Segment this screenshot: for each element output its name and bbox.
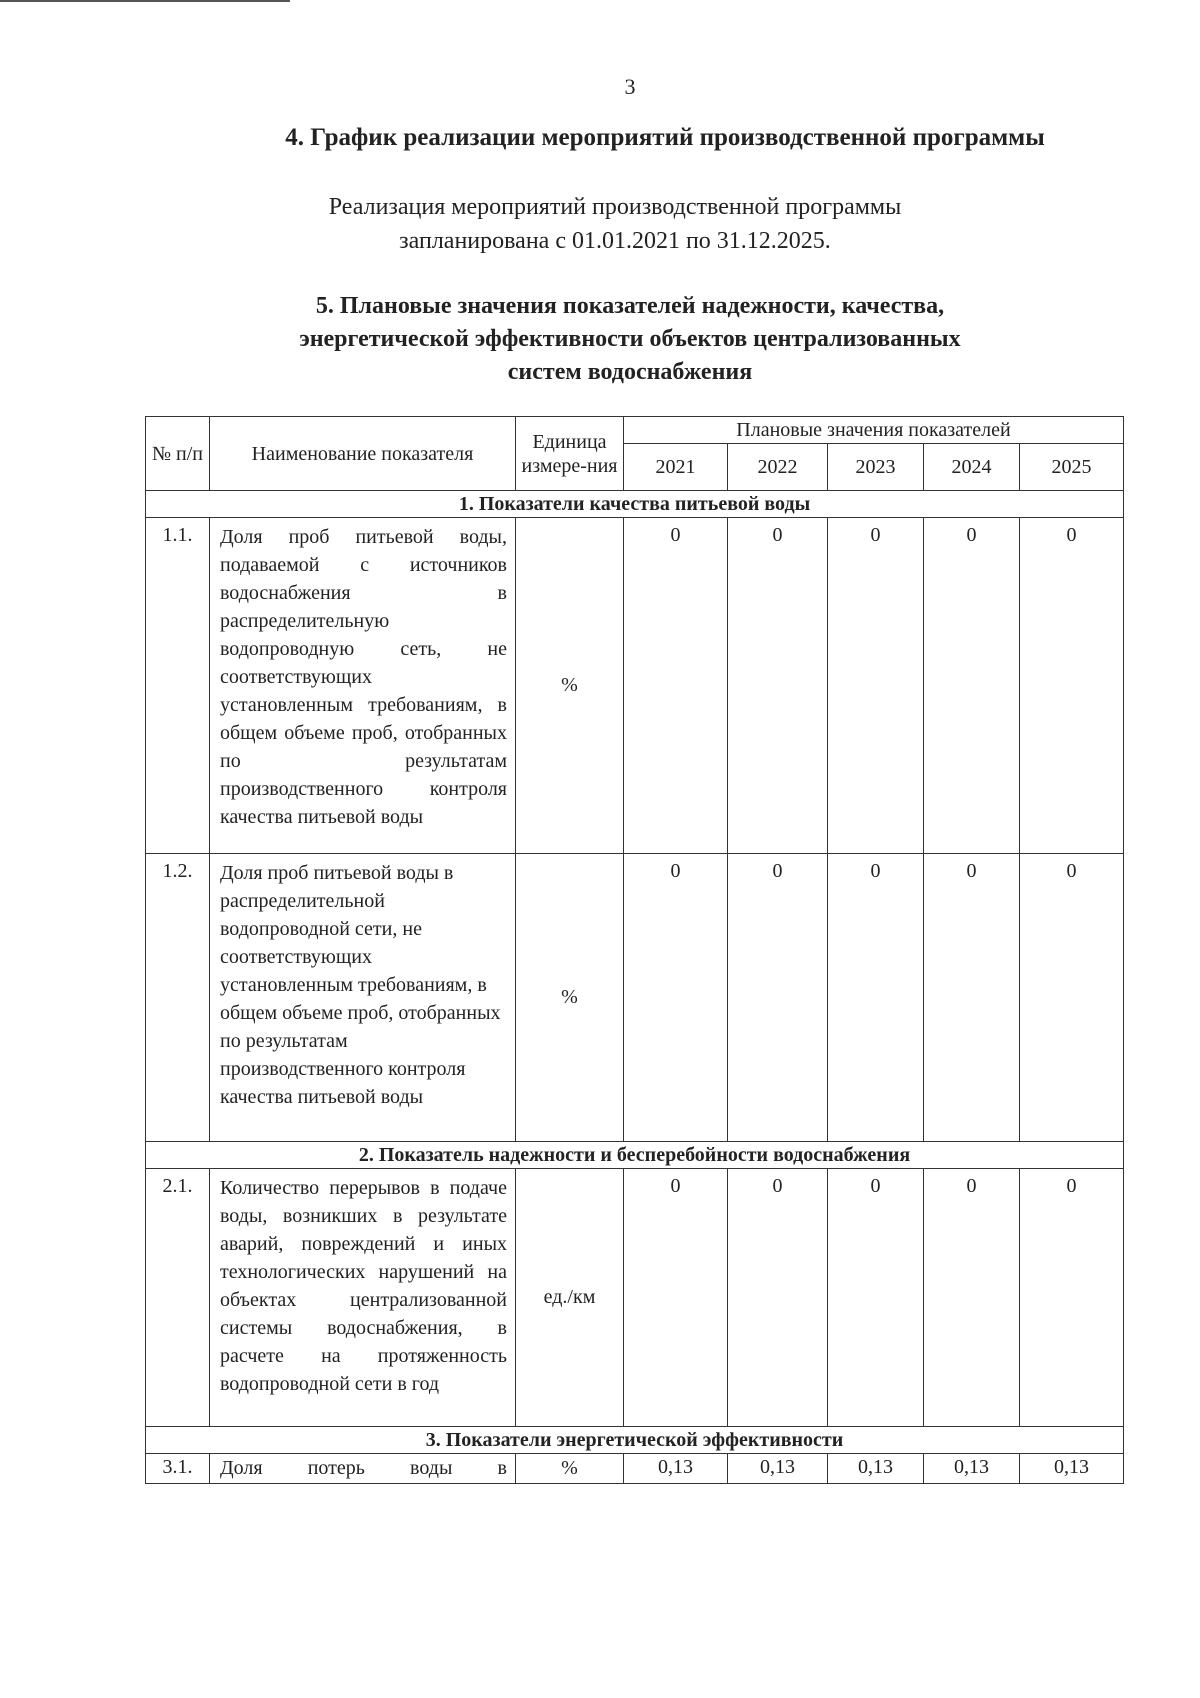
row-value: 0 <box>924 518 1020 854</box>
row-value: 0 <box>624 518 728 854</box>
row-unit: ед./км <box>516 1169 624 1427</box>
header-name: Наименование показателя <box>210 417 516 491</box>
section-row <box>146 1142 1124 1169</box>
row-value: 0 <box>624 1169 728 1427</box>
row-value: 0 <box>924 1169 1020 1427</box>
row-num: 3.1. <box>146 1454 210 1484</box>
table-row <box>146 1454 1124 1484</box>
row-value: 0 <box>728 1169 828 1427</box>
row-value: 0 <box>828 1169 924 1427</box>
header-year: 2021 <box>624 444 728 491</box>
row-value: 0,13 <box>1020 1454 1124 1484</box>
row-value: 0 <box>1020 1169 1124 1427</box>
row-value: 0 <box>1020 518 1124 854</box>
section-5-heading-line1: 5. Плановые значения показателей надежности, качества, <box>315 293 945 319</box>
row-value: 0,13 <box>728 1454 828 1484</box>
header-year: 2022 <box>728 444 828 491</box>
row-value: 0,13 <box>624 1454 728 1484</box>
row-num: 1.1. <box>146 518 210 854</box>
row-unit: % <box>516 518 624 854</box>
row-unit: % <box>516 1454 624 1484</box>
row-num: 1.2. <box>146 854 210 1142</box>
row-unit: % <box>516 854 624 1142</box>
row-value: 0,13 <box>924 1454 1020 1484</box>
indicators-table-body <box>146 417 1124 1484</box>
section-4-text <box>0 190 1200 258</box>
row-name: Доля проб питьевой воды в распределительной водопроводной сети, не соответствующих установленным требованиям, в общем объеме проб, отобранных по результатам производственного контроля качества питьевой воды <box>210 854 516 1142</box>
row-num: 2.1. <box>146 1169 210 1427</box>
section-5-heading <box>0 290 1200 389</box>
row-name: Доля проб питьевой воды, подаваемой с источников водоснабжения в распределительную водопроводную сеть, не соответствующих установленным требованиям, в общем объеме проб, отобранных по результатам производственного контроля качества питьевой воды <box>210 518 516 854</box>
section-4-heading: 4. График реализации мероприятий производственной программы <box>285 124 1045 151</box>
section-title: 2. Показатель надежности и бесперебойности водоснабжения <box>146 1142 1124 1169</box>
header-year: 2023 <box>828 444 924 491</box>
header-year: 2024 <box>924 444 1020 491</box>
header-year: 2025 <box>1020 444 1124 491</box>
row-value: 0 <box>924 854 1020 1142</box>
table-row <box>146 518 1124 854</box>
page-number: 3 <box>624 74 636 99</box>
section-4-text-line1: Реализация мероприятий производственной программы <box>328 194 902 220</box>
header-num: № п/п <box>146 417 210 491</box>
row-value: 0 <box>828 854 924 1142</box>
row-value: 0,13 <box>828 1454 924 1484</box>
section-title: 3. Показатели энергетической эффективности <box>146 1427 1124 1454</box>
header-planned: Плановые значения показателей <box>624 417 1124 444</box>
row-value: 0 <box>728 518 828 854</box>
section-row <box>146 1427 1124 1454</box>
section-5-heading-line2: энергетической эффективности объектов централизованных <box>299 326 961 352</box>
section-5-heading-line3: систем водоснабжения <box>507 359 753 385</box>
section-row <box>146 491 1124 518</box>
row-value: 0 <box>828 518 924 854</box>
table-row <box>146 1169 1124 1427</box>
row-value: 0 <box>624 854 728 1142</box>
table-header-row-1 <box>146 417 1124 444</box>
header-unit: Единица измере-ния <box>516 417 624 491</box>
row-value: 0 <box>728 854 828 1142</box>
indicators-table <box>145 416 1124 1484</box>
row-value: 0 <box>1020 854 1124 1142</box>
section-4-text-line2: запланирована с 01.01.2021 по 31.12.2025. <box>399 228 831 254</box>
table-row <box>146 854 1124 1142</box>
section-title: 1. Показатели качества питьевой воды <box>146 491 1124 518</box>
row-name: Доля потерь воды в <box>210 1454 516 1484</box>
scan-edge-mark <box>0 0 290 2</box>
row-name: Количество перерывов в подаче воды, возникших в результате аварий, повреждений и иных технологических нарушений на объектах централизованной системы водоснабжения, в расчете на протяженность водопроводной сети в год <box>210 1169 516 1427</box>
